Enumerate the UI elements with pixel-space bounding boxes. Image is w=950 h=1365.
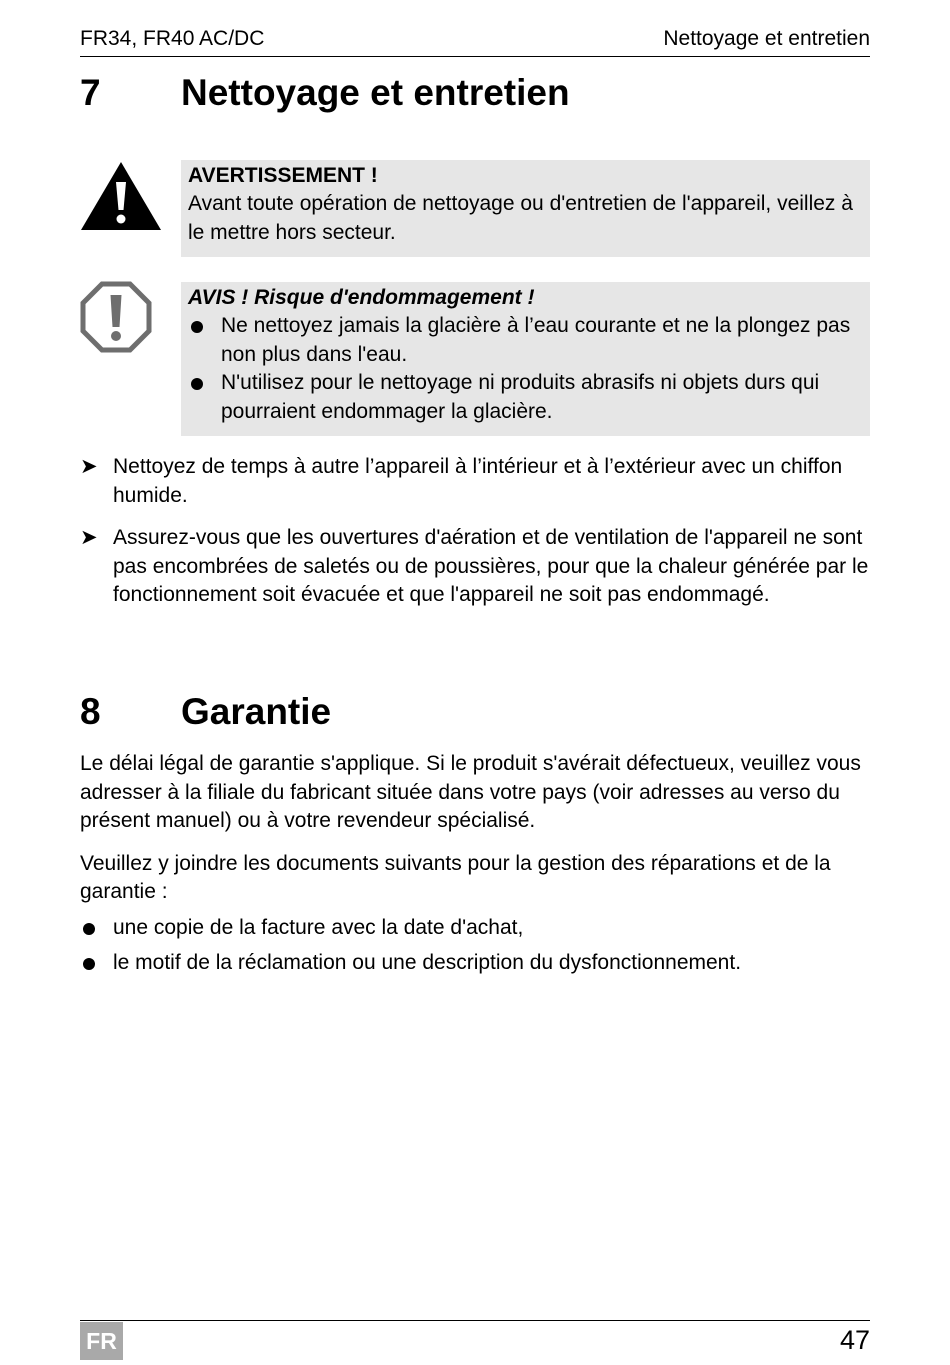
section-8-body xyxy=(80,750,870,978)
footer-divider xyxy=(80,1320,870,1321)
notice-title: AVIS ! Risque d'endommagement ! xyxy=(188,286,535,309)
warranty-paragraph: Le délai légal de garantie s'applique. Si le produit s'avérait défectueux, veuillez vous adresser à la filiale du fabricant située dans votre pays (voir adresses au verso du présent manuel) ou à votre revendeur spécialisé. xyxy=(80,752,861,832)
warranty-documents-paragraph: Veuillez y joindre les documents suivants pour la gestion des réparations et de la garantie : xyxy=(80,851,831,903)
step-text: Assurez-vous que les ouvertures d'aération et de ventilation de l'appareil ne sont pas encombrées de saletés ou de poussières, pour que la chaleur générée par le fonctionnement soit évacuée et que l'appareil ne soit pas endommagé. xyxy=(113,526,869,606)
notice-bullet-item xyxy=(188,369,863,426)
document-list-item xyxy=(80,914,870,943)
document-list-text: le motif de la réclamation ou une description du dysfonctionnement. xyxy=(113,951,742,974)
notice-bullet-item xyxy=(188,312,863,369)
page-number: 47 xyxy=(839,1325,870,1355)
bullet-dot-icon xyxy=(191,378,203,390)
notice-octagon-icon xyxy=(80,281,152,353)
document-list-item xyxy=(80,949,870,978)
notice-bullet-text: N'utilisez pour le nettoyage ni produits abrasifs ni objets durs qui pourraient endommager la glacière. xyxy=(221,371,820,423)
header-section-title: Nettoyage et entretien xyxy=(663,27,870,50)
section-8-title: Garantie xyxy=(181,691,332,732)
header-divider xyxy=(80,56,870,57)
language-badge: FR xyxy=(80,1322,123,1360)
notice-bullet-text: Ne nettoyez jamais la glacière à l’eau courante et ne la plongez pas non plus dans l'eau. xyxy=(221,314,851,366)
bullet-dot-icon xyxy=(83,923,95,935)
warning-box xyxy=(181,160,870,257)
step-list xyxy=(80,453,870,610)
arrow-bullet-icon: ➤ xyxy=(80,526,98,549)
notice-box xyxy=(181,282,870,436)
section-7-number: 7 xyxy=(80,72,101,113)
step-text: Nettoyez de temps à autre l’appareil à l’intérieur et à l’extérieur avec un chiffon humide. xyxy=(113,455,843,507)
document-list-text: une copie de la facture avec la date d'achat, xyxy=(113,915,524,939)
header-document-title: FR34, FR40 AC/DC xyxy=(80,27,265,50)
warning-triangle-icon xyxy=(80,160,162,232)
warning-text: Avant toute opération de nettoyage ou d'entretien de l'appareil, veillez à le mettre hors secteur. xyxy=(188,192,853,244)
warning-title: AVERTISSEMENT ! xyxy=(188,164,378,187)
arrow-bullet-icon: ➤ xyxy=(80,455,98,478)
section-7-title: Nettoyage et entretien xyxy=(181,72,570,113)
section-8-number: 8 xyxy=(80,691,101,732)
step-item xyxy=(80,524,870,610)
bullet-dot-icon xyxy=(83,958,95,970)
bullet-dot-icon xyxy=(191,321,203,333)
step-item xyxy=(80,453,870,510)
